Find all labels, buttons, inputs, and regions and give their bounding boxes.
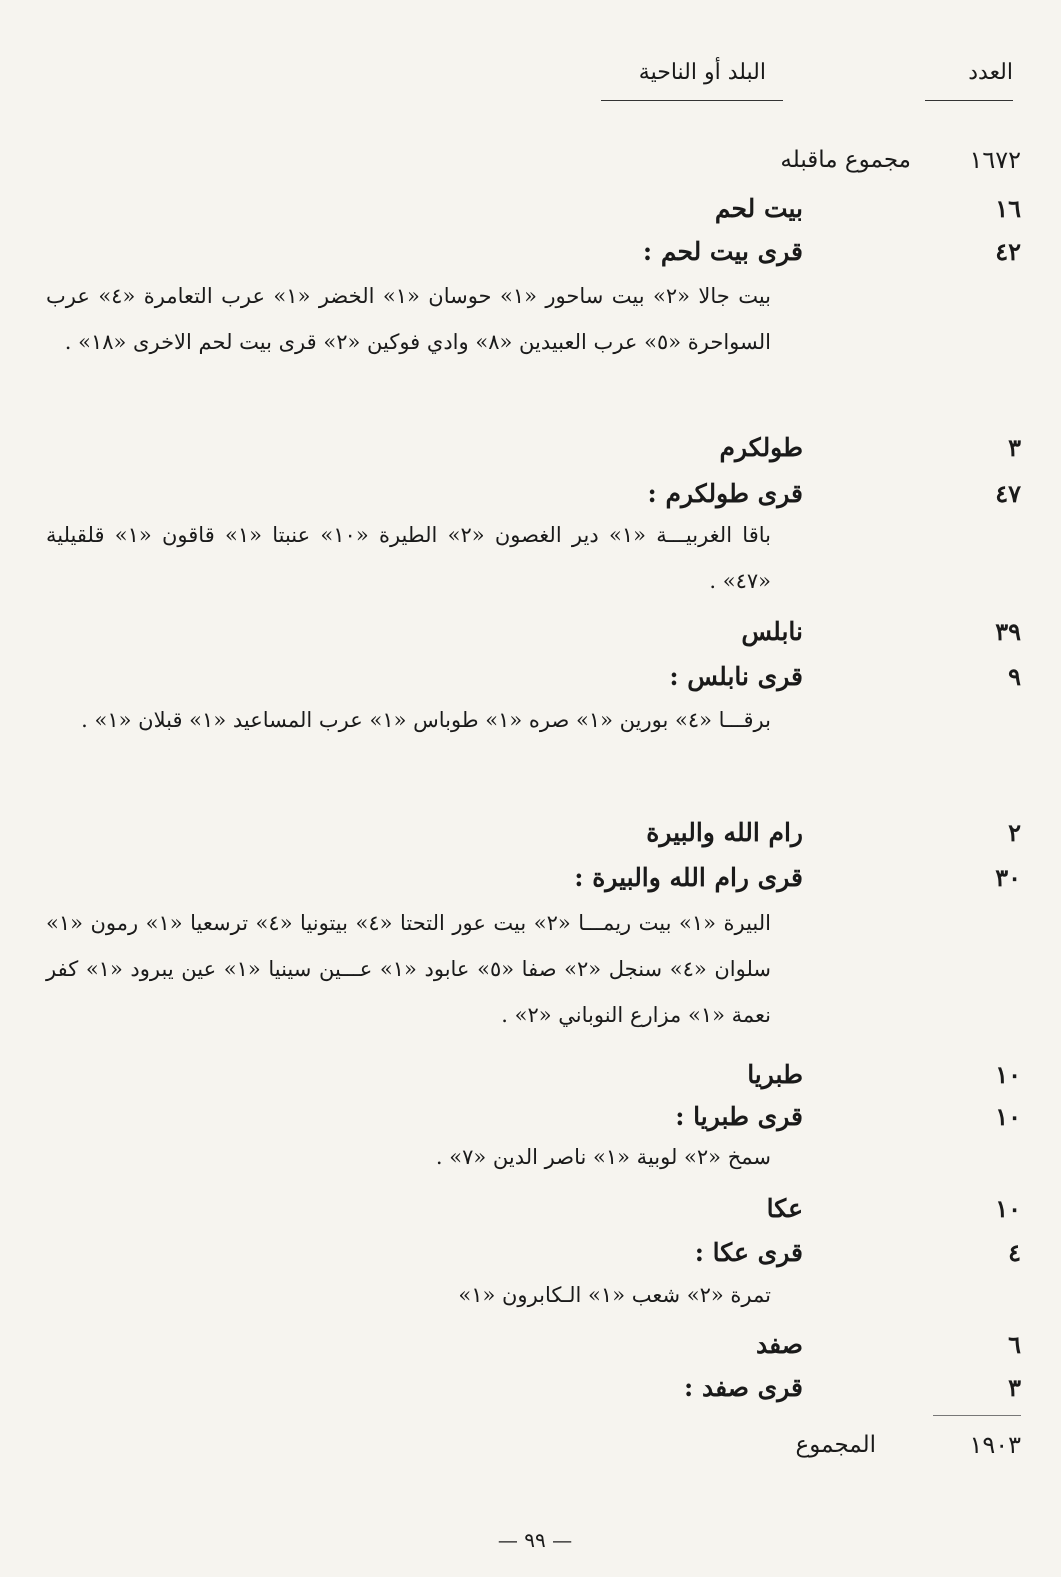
section-number: ١٦ (995, 194, 1021, 223)
section-number: ٢ (1008, 818, 1021, 847)
column-header-count: العدد (968, 60, 1013, 85)
page-number: — ٩٩ — (497, 1528, 573, 1552)
section-label: قرى رام الله والبيرة : (574, 863, 803, 892)
total-rule (933, 1415, 1021, 1416)
section-number: ١٠ (995, 1194, 1021, 1223)
section-label: طولكرم (719, 433, 803, 462)
section-label: بيت لحم (714, 194, 803, 223)
total-before-number: ١٦٧٢ (969, 146, 1021, 174)
section-row (41, 1368, 1021, 1408)
section-number: ٣ (1008, 433, 1021, 462)
section-row (41, 1325, 1021, 1365)
section-label: قرى طولكرم : (647, 479, 803, 508)
village-list: سمخ «٢» لوبية «١» ناصر الدين «٧» . (435, 1145, 771, 1169)
section-label: قرى بيت لحم : (642, 237, 803, 266)
section-row (41, 813, 1021, 853)
section-row (41, 1189, 1021, 1229)
total-before-row (41, 140, 1021, 180)
section-label: قرى صفد : (684, 1373, 803, 1402)
section-row (41, 1055, 1021, 1095)
section-number: ٦ (1008, 1330, 1021, 1359)
section-number: ٩ (1008, 662, 1021, 691)
header-rule-count (925, 100, 1013, 101)
total-number: ١٩٠٣ (969, 1431, 1021, 1459)
section-row (41, 474, 1021, 514)
section-row (41, 1097, 1021, 1137)
village-list: تمرة «٢» شعب «١» الـكابرون «١» (458, 1283, 771, 1307)
village-list: بيت جالا «٢» بيت ساحور «١» حوسان «١» الخضر «١» عرب التعامرة «٤» عرب السواحرة «٥» عرب العبيدين «٨» وادي فوكين «٢» قرى بيت لحم الاخرى «١٨» . (46, 284, 772, 354)
section-label: نابلس (741, 617, 803, 646)
section-number: ٤٢ (995, 237, 1021, 266)
section-label: قرى طبريا : (675, 1102, 803, 1131)
section-label: قرى عكا : (694, 1238, 803, 1267)
section-row (41, 232, 1021, 272)
total-before-label: مجموع ماقبله (780, 147, 911, 173)
village-list: باقا الغربيـــة «١» دير الغصون «٢» الطيرة «١٠» عنبتا «١» قاقون «١» قلقيلية «٤٧» . (46, 523, 771, 593)
village-list: برقـــا «٤» بورين «١» صره «١» طوباس «١» عرب المساعيد «١» قبلان «١» . (81, 708, 771, 732)
column-header-place: البلد أو الناحية (638, 60, 766, 85)
total-row (41, 1425, 1021, 1465)
section-row (41, 428, 1021, 468)
section-row (41, 612, 1021, 652)
total-label: المجموع (795, 1432, 876, 1458)
section-row (41, 189, 1021, 229)
section-number: ١٠ (995, 1102, 1021, 1131)
section-label: رام الله والبيرة (646, 818, 803, 847)
section-row (41, 657, 1021, 697)
section-number: ٣٠ (995, 863, 1021, 892)
section-label: طبريا (747, 1060, 803, 1089)
section-label: قرى نابلس : (669, 662, 803, 691)
section-number: ١٠ (995, 1060, 1021, 1089)
section-label: عكا (766, 1194, 803, 1223)
section-number: ٤٧ (995, 479, 1021, 508)
section-number: ٣٩ (995, 617, 1021, 646)
section-number: ٣ (1008, 1373, 1021, 1402)
section-row (41, 1233, 1021, 1273)
section-row (41, 858, 1021, 898)
section-number: ٤ (1008, 1238, 1021, 1267)
header-rule-place (601, 100, 783, 101)
village-list: البيرة «١» بيت ريمـــا «٢» بيت عور التحتا «٤» بيتونيا «٤» ترسعيا «١» رمون «١» سلوان «٤» سنجل «٢» صفا «٥» عابود «١» عـــين سينيا «١» عين يبرود «١» كفر نعمة «١» مزارع النوباني «٢» . (46, 911, 771, 1027)
section-label: صفد (756, 1330, 803, 1359)
